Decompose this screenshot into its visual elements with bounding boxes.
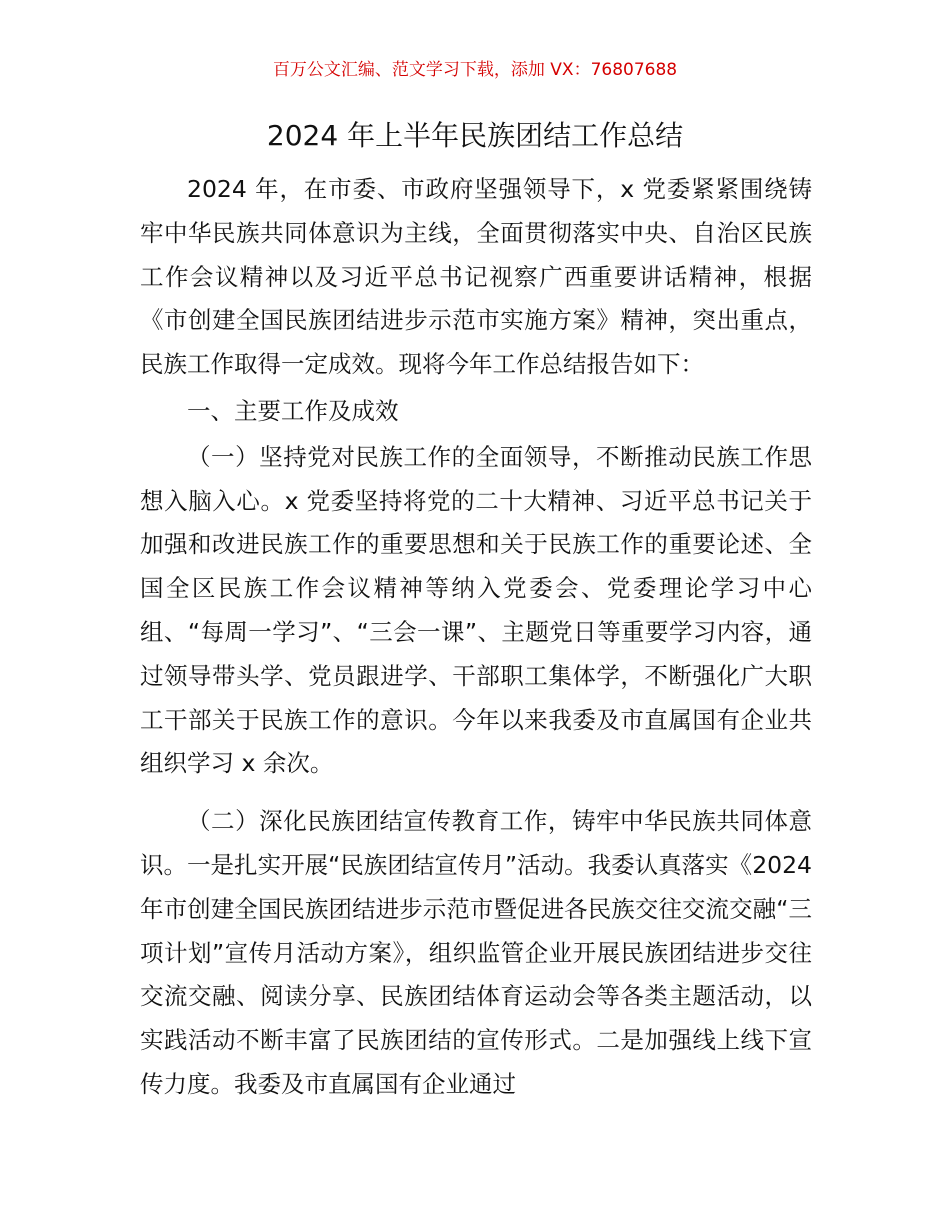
- intro-paragraph: 2024 年，在市委、市政府坚强领导下，x 党委紧紧围绕铸牢中华民族共同体意识为主线，全面贯彻落实中央、自治区民族工作会议精神以及习近平总书记视察广西重要讲话精神，根据《市创建全国民族团结进步示范市实施方案》精神，突出重点，民族工作取得一定成效。现将今年工作总结报告如下：: [140, 175, 812, 379]
- document-title: 2024 年上半年民族团结工作总结: [266, 119, 684, 152]
- paragraph-leadership: （一）坚持党对民族工作的全面领导，不断推动民族工作思想入脑入心。x 党委坚持将党的二十大精神、习近平总书记关于加强和改进民族工作的重要思想和关于民族工作的重要论述、全国全区民族工作会议精神等纳入党委会、党委理论学习中心组、“每周一学习”、“三会一课”、主题党日等重要学习内容，通过领导带头学、党员跟进学、干部职工集体学，不断强化广大职工干部关于民族工作的意识。今年以来我委及市直属国有企业共组织学习 x 余次。: [140, 442, 812, 778]
- document-body: [140, 168, 812, 1107]
- paragraph-publicity: （二）深化民族团结宣传教育工作，铸牢中华民族共同体意识。一是扎实开展“民族团结宣传月”活动。我委认真落实《2024 年市创建全国民族团结进步示范市暨促进各民族交往交流交融“三项计划”宣传月活动方案》，组织监管企业开展民族团结进步交往交流交融、阅读分享、民族团结体育运动会等各类主题活动，以实践活动不断丰富了民族团结的宣传形式。二是加强线上线下宣传力度。我委及市直属国有企业通过: [140, 807, 812, 1098]
- section-heading: 一、主要工作及成效: [187, 396, 399, 425]
- watermark-header: 百万公文汇编、范文学习下载，添加 VX：76807688: [272, 60, 678, 80]
